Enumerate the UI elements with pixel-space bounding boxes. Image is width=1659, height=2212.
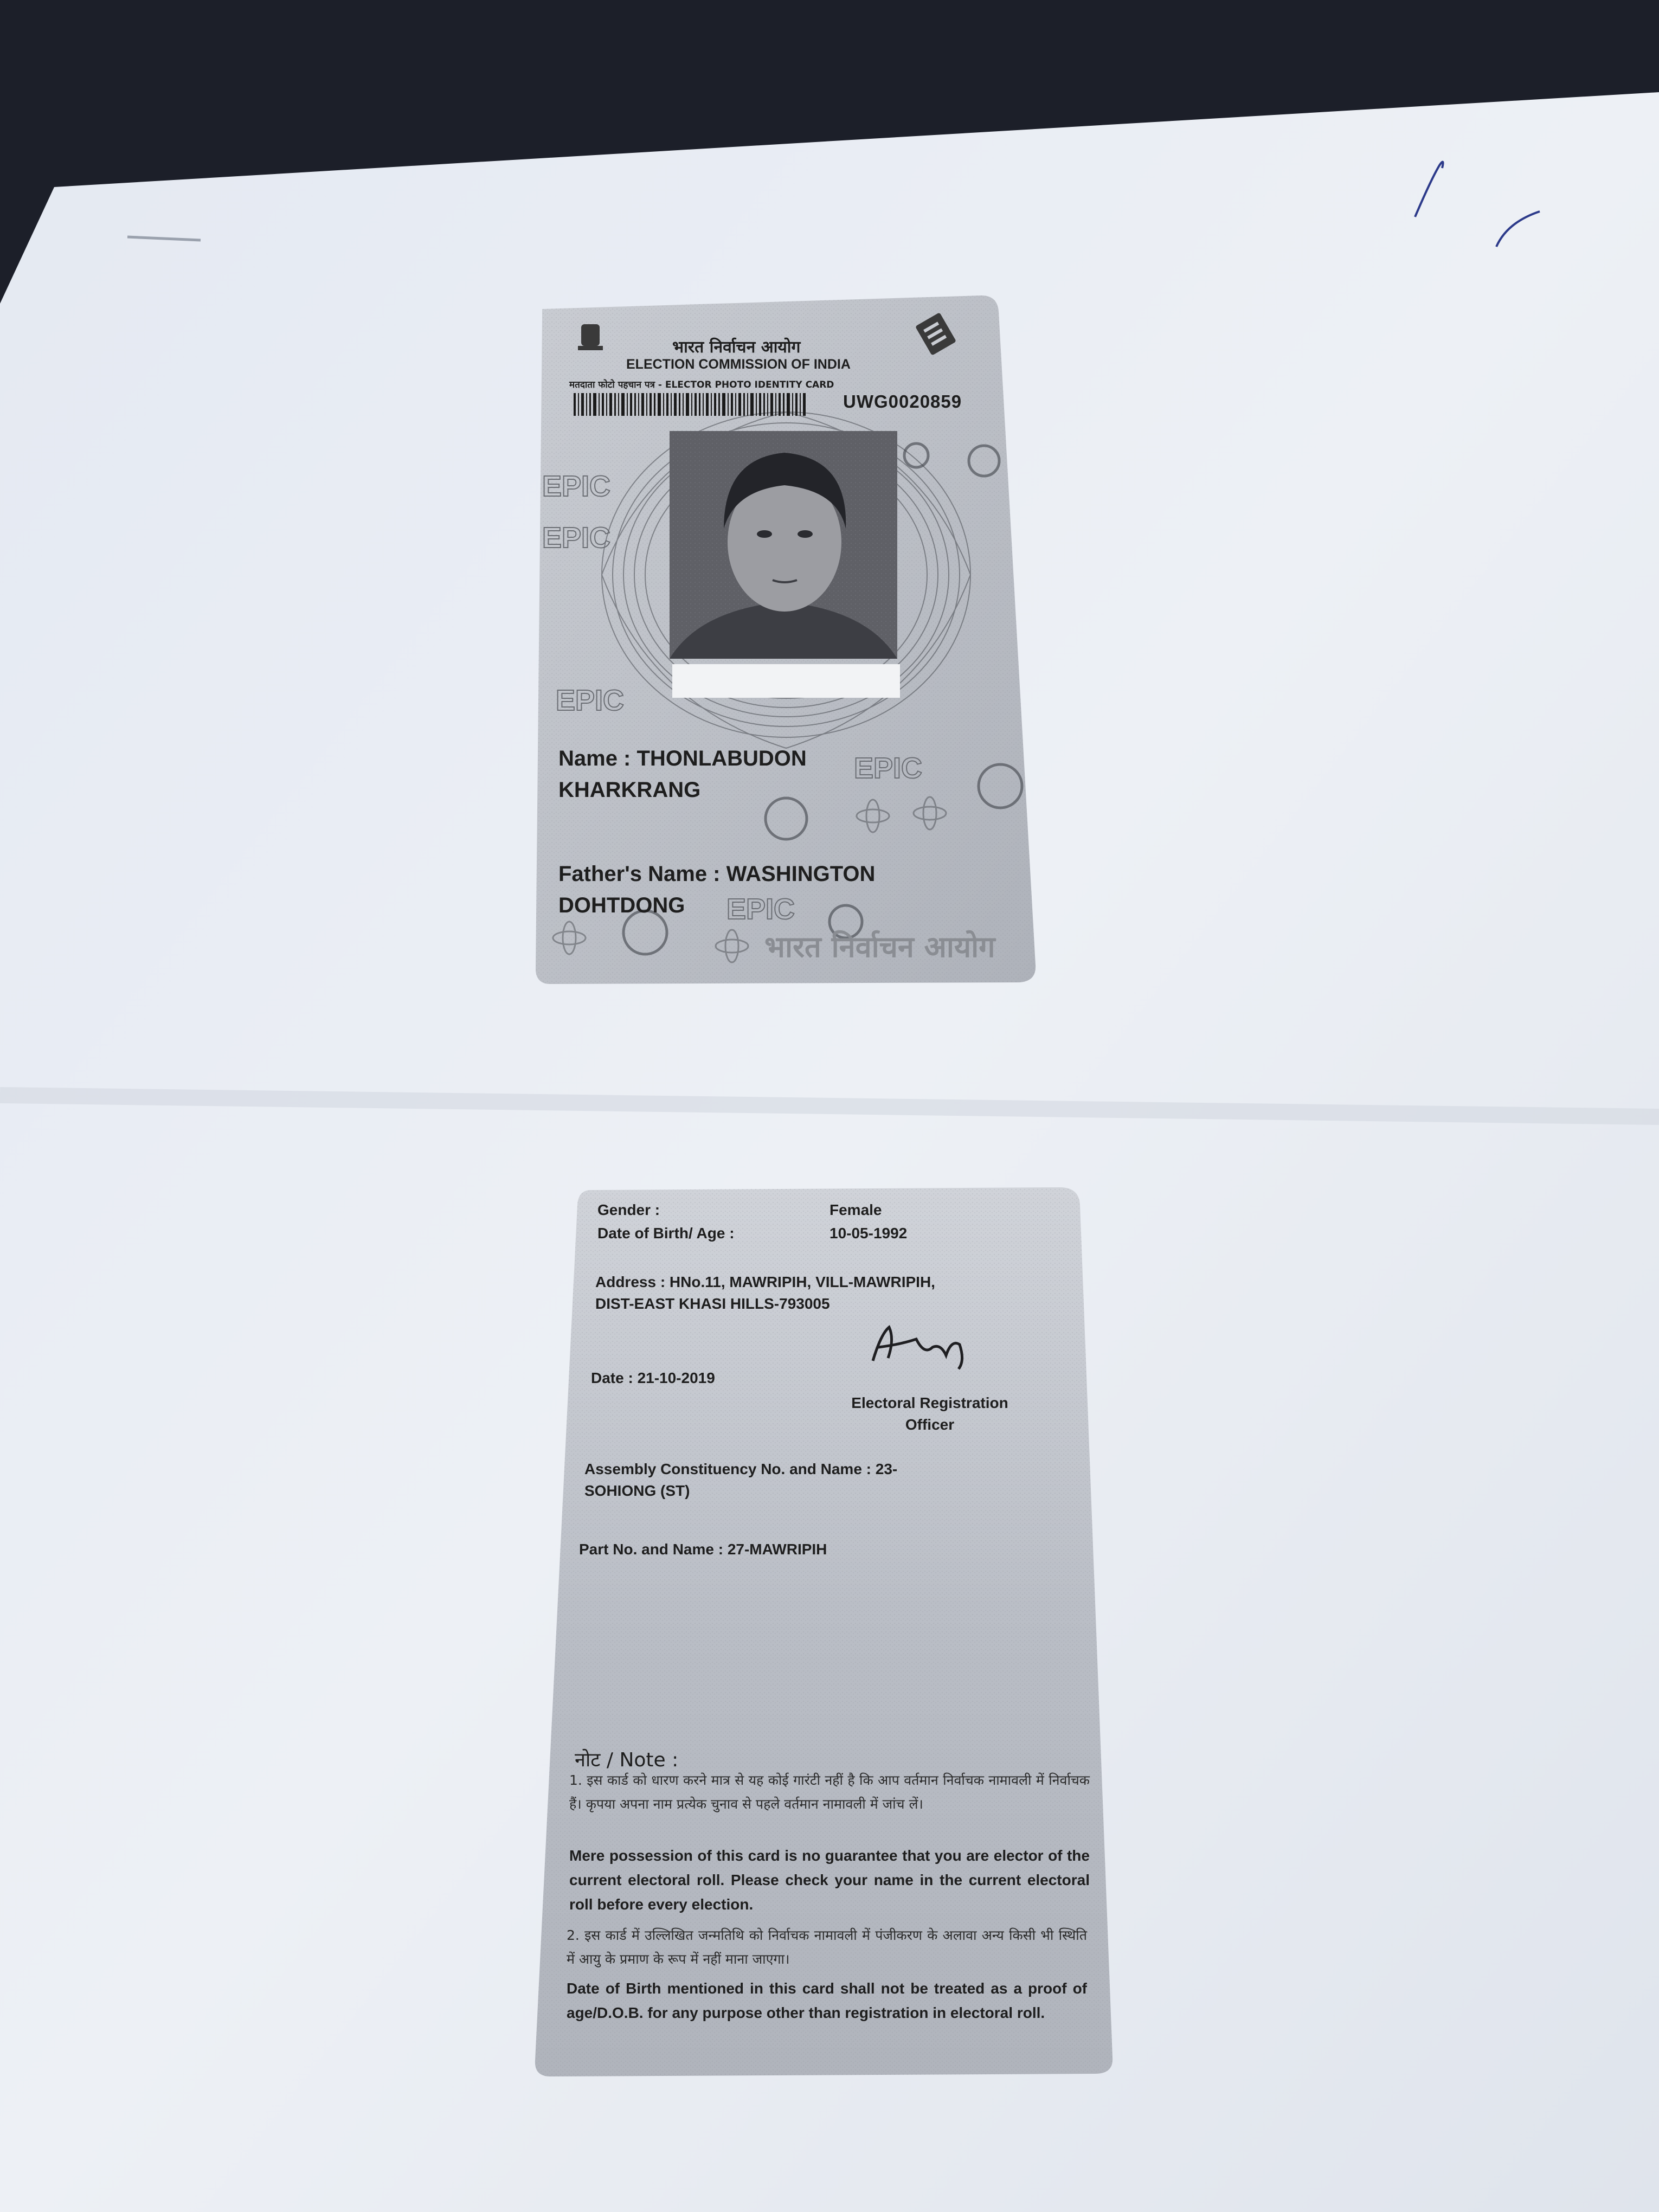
elector-name-line2: KHARKRANG [558,778,701,802]
ac-line2: SOHIONG (ST) [584,1482,690,1499]
note2-hindi: 2. इस कार्ड में उल्लिखित जन्मतिथि को निर्वाचक नामावली में पंजीकरण के अलावा अन्य किसी भी स्थिति में आयु के प्रमाण के रूप में नहीं माना जाएगा। [567,1927,1087,1967]
watermark-hindi: भारत निर्वाचन आयोग [764,930,995,964]
epic-number: UWG0020859 [843,391,962,411]
card-title: मतदाता फोटो पहचान पत्र - ELECTOR PHOTO IDENTITY CARD [569,380,834,390]
father-name [558,858,970,921]
address-line1: Address : HNo.11, MAWRIPIH, VILL-MAWRIPIH, [595,1274,935,1290]
watermark-text: EPIC [542,522,611,554]
watermark-text: EPIC [726,893,795,925]
elector-name-line1: Name : THONLABUDON [558,747,807,770]
father-name-line2: DOHTDONG [558,893,685,917]
watermark-text: EPIC [556,684,625,717]
gender-label: Gender : [597,1201,660,1218]
part-number: Part No. and Name : 27-MAWRIPIH [579,1541,827,1558]
signature-strip [672,664,900,698]
ero-title [816,1392,1044,1436]
ac-line1: Assembly Constituency No. and Name : 23- [584,1461,898,1477]
note-title: नोट / Note : [575,1749,679,1771]
national-emblem-icon [578,324,603,350]
ero-line2: Officer [905,1416,955,1433]
assembly-constituency [584,1458,1018,1502]
father-name-line1: Father's Name : WASHINGTON [558,862,876,886]
dob-value: 10-05-1992 [829,1225,908,1242]
issue-date: Date : 21-10-2019 [591,1369,715,1386]
address-line2: DIST-EAST KHASI HILLS-793005 [595,1295,830,1312]
eci-hindi-title: भारत निर्वाचन आयोग [672,338,801,357]
watermark-text: EPIC [542,470,611,503]
elector-photo [670,431,900,698]
note2-english: Date of Birth mentioned in this card shall not be treated as a proof of age/D.O.B. for any purpose other than registration in electoral roll. [567,1980,1087,2021]
watermark-text: EPIC [854,752,923,785]
dob-label: Date of Birth/ Age : [597,1225,735,1242]
address [595,1271,1040,1315]
gender-value: Female [829,1201,882,1218]
elector-name [558,743,895,806]
note1-english: Mere possession of this card is no guarantee that you are elector of the current electoral roll. Please check your name in the current electoral roll before every election. [569,1847,1090,1913]
ero-line1: Electoral Registration [851,1394,1008,1411]
eci-english-title: ELECTION COMMISSION OF INDIA [626,357,851,372]
note1-hindi: 1. इस कार्ड को धारण करने मात्र से यह कोई गारंटी नहीं है कि आप वर्तमान निर्वाचक नामावली में निर्वाचक हैं। कृपया अपना नाम प्रत्येक चुनाव से पहले वर्तमान नामावली में जांच लें। [569,1772,1090,1812]
